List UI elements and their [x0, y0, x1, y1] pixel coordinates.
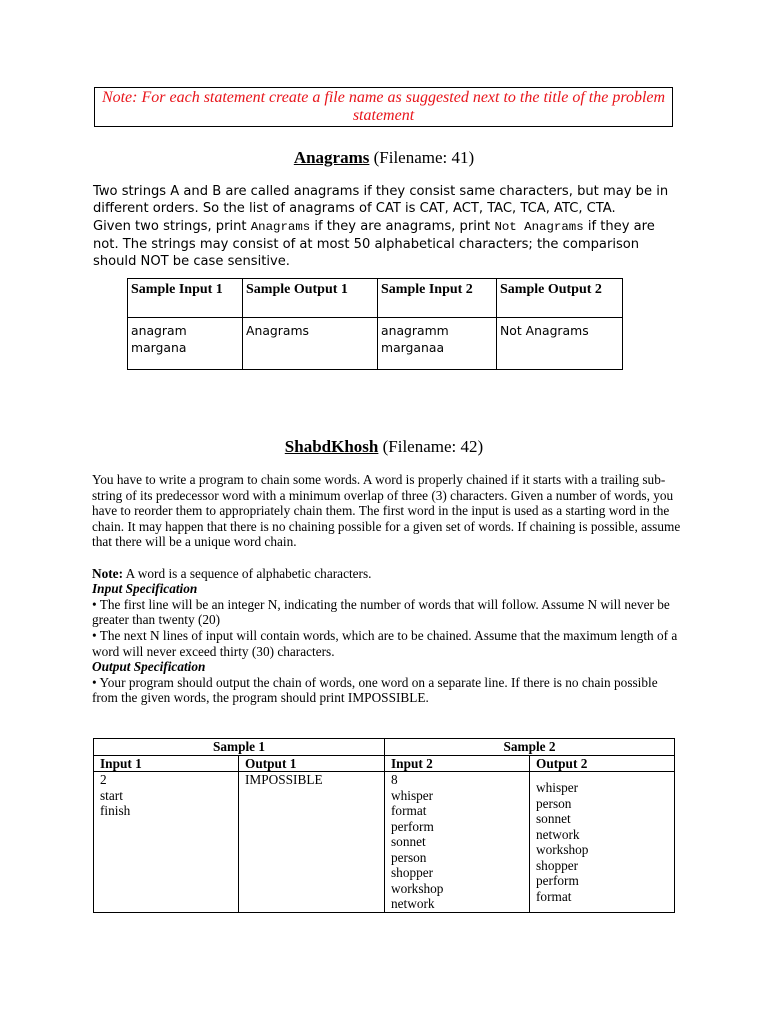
bullet-icon: •: [92, 674, 97, 690]
input-bullet-2-text: The next N lines of input will contain words, which are to be chained. Assume that the maximum length of a word will never exceed thirty (30) characters.: [92, 627, 678, 659]
cell-line: whisper: [391, 787, 434, 803]
cell-line: start: [100, 787, 123, 803]
cell-line: whisper: [536, 780, 579, 795]
bullet-icon: •: [92, 596, 97, 612]
cell-line: format: [391, 803, 427, 818]
shabd-heading: [0, 437, 768, 457]
cell-line: perform: [536, 873, 579, 888]
cell-line: anagram: [131, 323, 187, 338]
table-header: Output 1: [239, 755, 385, 772]
input-spec-heading-text: Input Specification: [92, 581, 198, 597]
table-header: Sample Output 2: [497, 279, 623, 318]
sample2-header: Sample 2: [385, 739, 675, 756]
cell-line: person: [391, 849, 427, 865]
cell-line: Not Anagrams: [500, 323, 589, 338]
cell-line: workshop: [536, 842, 589, 857]
anagrams-filename: (Filename: 41): [373, 148, 475, 167]
output2-cell: [530, 772, 675, 913]
cell-line: 8: [391, 772, 398, 787]
input-spec-heading: [92, 581, 682, 597]
input-bullet-2: [92, 628, 682, 659]
cell-line: person: [536, 795, 572, 811]
anagrams-description: [93, 183, 683, 270]
code-not-anagrams: Not Anagrams: [494, 219, 584, 234]
shabd-description: [92, 472, 682, 706]
anagrams-title: Anagrams: [293, 148, 370, 167]
shabd-sample-table: [93, 738, 675, 913]
input1-cell: [94, 772, 239, 913]
table-header: Sample Input 2: [378, 279, 497, 318]
table-cell: [243, 318, 378, 370]
anagrams-para2: [93, 218, 683, 271]
anagrams-heading: [0, 148, 768, 168]
shabd-filename: (Filename: 42): [382, 437, 484, 456]
cell-line: IMPOSSIBLE: [245, 772, 323, 787]
cell-line: sonnet: [391, 834, 426, 849]
cell-line: network: [536, 826, 580, 842]
table-header: Input 2: [385, 755, 530, 772]
table-header: Sample Input 1: [128, 279, 243, 318]
code-anagrams: Anagrams: [250, 219, 311, 234]
note-label: Note:: [92, 565, 124, 581]
sample1-header: Sample 1: [94, 739, 385, 756]
cell-line: workshop: [391, 880, 444, 896]
output-bullet-1-text: Your program should output the chain of words, one word on a separate line. If there is no chain possible from the given words, the program should print IMPOSSIBLE.: [92, 674, 658, 706]
input-bullet-1-text: The first line will be an integer N, indicating the number of words that will follow. Assume N will never be greater than twenty (20): [92, 596, 670, 628]
output-bullet-1: [92, 675, 682, 706]
anagrams-sample-table: [127, 278, 623, 370]
table-cell: [128, 318, 243, 370]
cell-line: perform: [391, 818, 434, 834]
cell-line: Anagrams: [246, 323, 309, 338]
cell-line: 2: [100, 772, 107, 787]
table-header: Sample Output 1: [243, 279, 378, 318]
table-cell: [378, 318, 497, 370]
cell-line: margana: [131, 339, 187, 355]
bullet-icon: •: [92, 627, 97, 643]
cell-line: shopper: [391, 865, 434, 880]
cell-line: shopper: [536, 857, 579, 873]
para2-text-a: Given two strings, print: [93, 218, 251, 234]
cell-line: sonnet: [536, 811, 571, 826]
output-spec-heading-text: Output Specification: [92, 659, 206, 675]
cell-line: format: [536, 888, 572, 904]
shabd-title: ShabdKhosh: [284, 437, 379, 456]
table-header: Input 1: [94, 755, 239, 772]
shabd-note: [92, 566, 682, 582]
note-text: A word is a sequence of alphabetic characters.: [123, 565, 372, 581]
output1-cell: [239, 772, 385, 913]
note-box: Note: For each statement create a file name as suggested next to the title of the problem statement: [94, 87, 673, 127]
table-header: Output 2: [530, 755, 675, 772]
cell-line: anagramm: [381, 323, 449, 338]
table-cell: [497, 318, 623, 370]
cell-line: marganaa: [381, 339, 445, 355]
para2-text-b: if they are anagrams, print: [310, 218, 495, 234]
para2-text-c: if they are not. The strings may consist of at most 50 alphabetical characters; the comparison should NOT be case sensitive.: [93, 218, 655, 270]
input2-cell: [385, 772, 530, 913]
cell-line: network: [391, 896, 435, 911]
output-spec-heading: [92, 659, 682, 675]
anagrams-para1: Two strings A and B are called anagrams if they consist same characters, but may be in different orders. So the list of anagrams of CAT is CAT, ACT, TAC, TCA, ATC, CTA.: [93, 184, 669, 217]
shabd-intro: You have to write a program to chain some words. A word is properly chained if it starts with a trailing sub-string of its predecessor word with a minimum overlap of three (3) characters. Given a number of words, you have to reorder them to appropriately chain them. The first word in the input is used as a starting word in the chain. It may happen that there is no chaining possible for a given set of words. If chaining is possible, assume that there will be a unique word chain.: [92, 472, 681, 550]
cell-line: finish: [100, 803, 131, 818]
input-bullet-1: [92, 597, 682, 628]
